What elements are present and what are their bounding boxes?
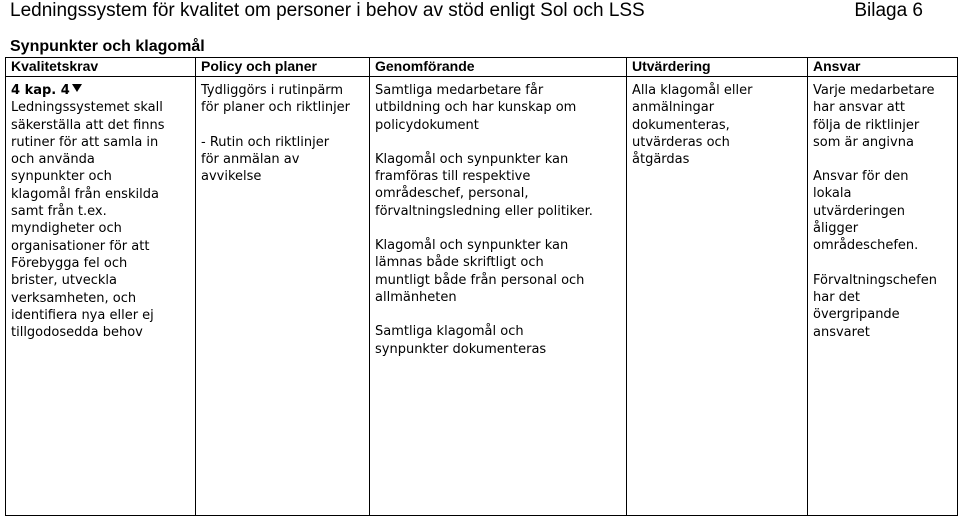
paragraph xyxy=(375,237,622,306)
text-line: dokumenteras, xyxy=(632,117,730,133)
text-line: åtgärdas xyxy=(632,152,690,168)
text-line: avvikelse xyxy=(201,169,262,185)
section-title: Synpunkter och klagomål xyxy=(10,38,205,55)
header-kvalitetskrav: Kvalitetskrav xyxy=(6,58,196,77)
paragraph xyxy=(813,168,953,254)
text-line: har det xyxy=(813,289,861,305)
header-genomforande: Genomförande xyxy=(370,58,627,77)
chapter-reference: 4 kap. 4 xyxy=(11,83,70,98)
text-line: åligger xyxy=(813,221,859,237)
text-line: framföras till respektive xyxy=(375,169,531,185)
text-line: områdeschefen. xyxy=(813,238,919,254)
text-line: identifiera nya eller ej xyxy=(11,307,154,323)
marker-icon xyxy=(72,84,82,92)
text-line: övergripande xyxy=(813,307,900,323)
paragraph xyxy=(813,82,953,151)
text-line: Klagomål och synpunkter kan xyxy=(375,238,569,254)
kvalitetskrav-text xyxy=(11,99,191,341)
text-line: Ledningssystemet skall xyxy=(11,100,163,116)
paragraph xyxy=(375,323,622,358)
text-line: lämnas både skriftligt och xyxy=(375,255,544,271)
text-line: brister, utveckla xyxy=(11,273,117,289)
document-title: Ledningssystem för kvalitet om personer i behov av stöd enligt Sol och LSS xyxy=(10,0,645,21)
policy-text xyxy=(201,82,365,185)
quality-requirements-table xyxy=(5,57,958,516)
cell-policy xyxy=(196,77,370,516)
text-line: Samtliga klagomål och xyxy=(375,324,524,340)
cell-utvardering xyxy=(627,77,808,516)
text-line: följa de riktlinjer xyxy=(813,117,920,133)
text-line: Förebygga fel och xyxy=(11,255,128,271)
cell-genomforande xyxy=(370,77,627,516)
text-line: säkerställa att det finns xyxy=(11,117,165,133)
text-line: utvärderingen xyxy=(813,203,906,219)
text-line: Varje medarbetare xyxy=(813,83,935,98)
cell-kvalitetskrav xyxy=(6,77,196,516)
paragraph xyxy=(201,134,365,186)
text-line: och använda xyxy=(11,152,95,168)
text-line: Klagomål och synpunkter kan xyxy=(375,151,569,167)
text-line: utvärderas och xyxy=(632,134,730,150)
paragraph xyxy=(375,82,622,134)
text-line: rutiner för att samla in xyxy=(11,134,159,150)
text-line: synpunkter och xyxy=(11,169,112,185)
text-line: samt från t.ex. xyxy=(11,204,107,220)
text-line: Förvaltningschefen xyxy=(813,272,937,288)
text-line: klagomål från enskilda xyxy=(11,186,159,202)
text-line: - Rutin och riktlinjer xyxy=(201,134,330,150)
header-utvardering: Utvärdering xyxy=(627,58,808,77)
text-line: tillgodosedda behov xyxy=(11,325,143,341)
text-line: ansvaret xyxy=(813,324,870,340)
text-line: synpunkter dokumenteras xyxy=(375,341,547,357)
text-line: utbildning och har kunskap om xyxy=(375,100,577,116)
paragraph xyxy=(375,151,622,220)
header-ansvar: Ansvar xyxy=(808,58,958,77)
text-line: Samtliga medarbetare får xyxy=(375,83,544,98)
paragraph xyxy=(201,82,365,117)
text-line: policydokument xyxy=(375,117,479,133)
text-line: förvaltningsledning eller politiker. xyxy=(375,203,593,219)
text-line: muntligt både från personal och xyxy=(375,272,585,288)
text-line: lokala xyxy=(813,186,852,202)
text-line: Ansvar för den xyxy=(813,169,909,185)
text-line: har ansvar att xyxy=(813,100,905,116)
cell-ansvar xyxy=(808,77,958,516)
text-line: för planer och riktlinjer xyxy=(201,100,351,116)
paragraph xyxy=(813,272,953,341)
document-header xyxy=(0,0,960,30)
table-row xyxy=(6,77,958,516)
text-line: Tydliggörs i rutinpärm xyxy=(201,83,344,98)
chapter-heading-line xyxy=(11,82,191,99)
text-line: allmänheten xyxy=(375,289,457,305)
text-line: anmälningar xyxy=(632,100,715,116)
text-line: myndigheter och xyxy=(11,221,122,237)
text-line: Alla klagomål eller xyxy=(632,83,753,98)
utvardering-text xyxy=(632,82,803,168)
text-line: för anmälan av xyxy=(201,151,300,167)
header-policy: Policy och planer xyxy=(196,58,370,77)
table-header-row xyxy=(6,58,958,77)
appendix-label: Bilaga 6 xyxy=(854,0,923,21)
text-line: organisationer för att xyxy=(11,238,150,254)
ansvar-text xyxy=(813,82,953,341)
text-line: områdeschef, personal, xyxy=(375,186,529,202)
genomforande-text xyxy=(375,82,622,358)
text-line: som är angivna xyxy=(813,134,914,150)
text-line: verksamheten, och xyxy=(11,290,137,306)
paragraph xyxy=(632,82,803,168)
